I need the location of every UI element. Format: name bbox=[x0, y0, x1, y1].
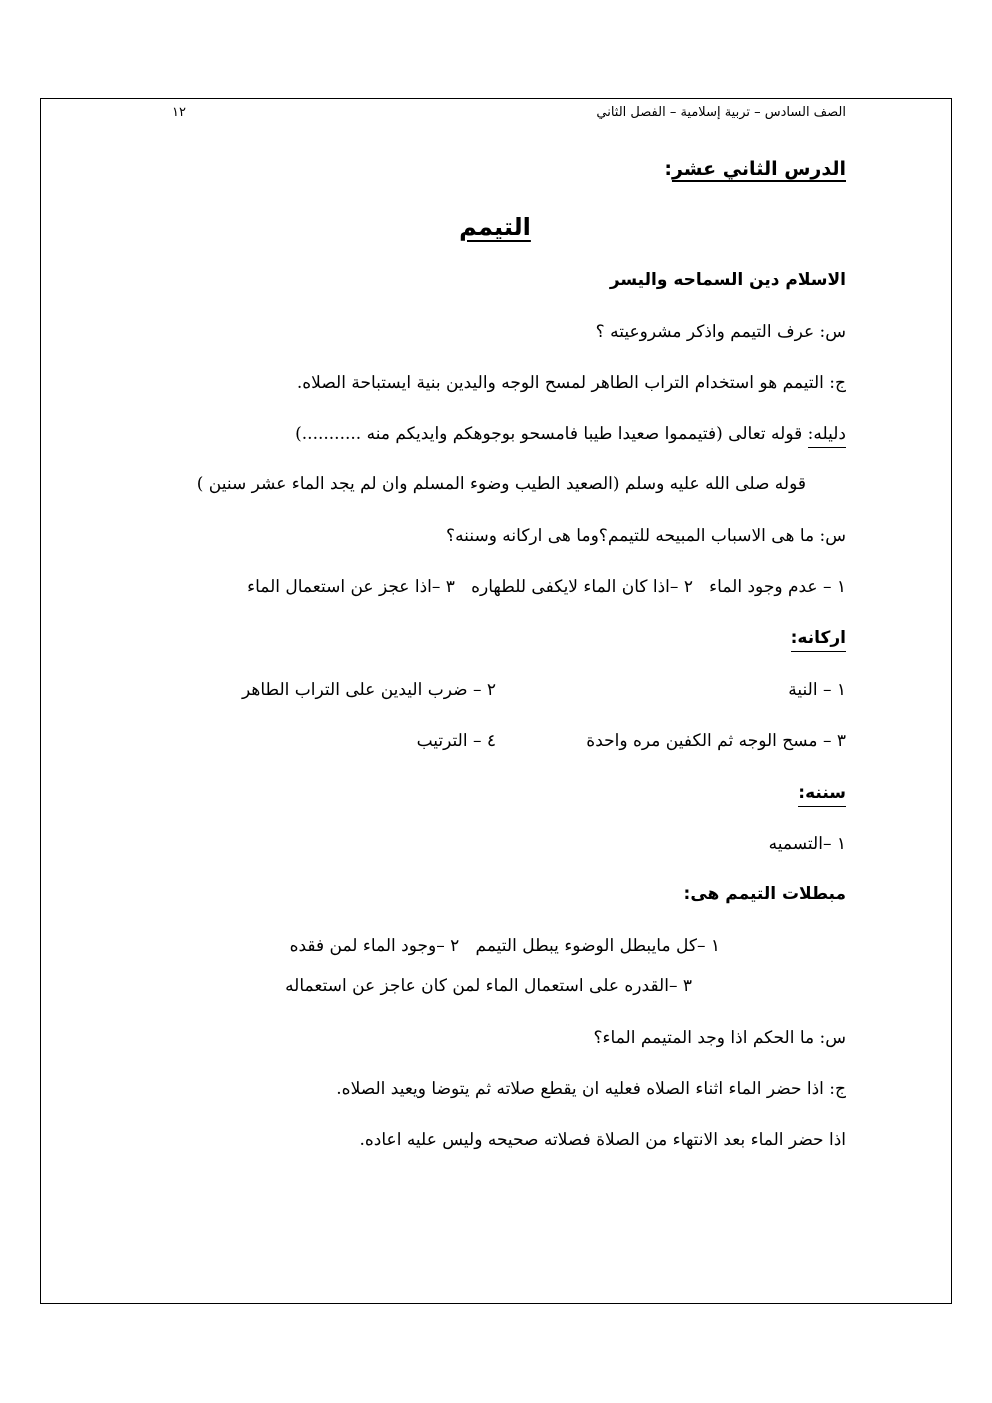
answer-1: ج: التيمم هو استخدام التراب الطاهر لمسح الوجه واليدين بنية ايستباحة الصلاه. bbox=[296, 373, 846, 393]
answer-3b: اذا حضر الماء بعد الانتهاء من الصلاة فصلاته صحيحه وليس عليه اعاده. bbox=[359, 1130, 846, 1150]
pillar-4: ٤ – الترتيب bbox=[416, 731, 496, 751]
sunnah-item: ١ –التسميه bbox=[768, 834, 846, 854]
lesson-title bbox=[664, 158, 846, 180]
question-2: س: ما هى الاسباب المبيحه للتيمم؟وما هى اركانه وسننه؟ bbox=[446, 526, 846, 546]
evidence-text: قوله تعالى (فتيمموا صعيدا طيبا فامسحو بوجوهكم وايديكم منه ...........) bbox=[295, 424, 808, 444]
topic-title-text: التيمم bbox=[459, 213, 531, 241]
invalidators-heading: مبطلات التيمم هى: bbox=[683, 884, 846, 904]
intro-line: الاسلام دين السماحه واليسر bbox=[609, 270, 846, 290]
page-number: ١٢ bbox=[172, 105, 186, 120]
invalidators-line-2: ٣ –القدره على استعمال الماء لمن كان عاجز عن استعماله bbox=[285, 976, 692, 996]
header-title: الصف السادس – تربية إسلامية – الفصل الثاني bbox=[596, 105, 846, 120]
invalidators-line-1: ١ –كل مايبطل الوضوء يبطل التيمم ٢ –وجود الماء لمن فقده bbox=[289, 936, 720, 956]
pillar-3: ٣ – مسح الوجه ثم الكفين مره واحدة bbox=[586, 731, 846, 751]
pillars-heading-text: اركانه: bbox=[791, 628, 846, 652]
sunnah-heading-text: سننه: bbox=[798, 783, 846, 807]
topic-title bbox=[0, 213, 992, 241]
hadith-line: قوله صلى الله عليه وسلم (الصعيد الطيب وضوء المسلم وان لم يجد الماء عشر سنين ) bbox=[196, 474, 806, 494]
evidence-label: دليله: bbox=[808, 424, 846, 448]
lesson-title-colon: : bbox=[664, 158, 672, 180]
causes-line: ١ – عدم وجود الماء ٢ –اذا كان الماء لايكفى للطهاره ٣ –اذا عجز عن استعمال الماء bbox=[247, 577, 846, 597]
lesson-title-text: الدرس الثاني عشر bbox=[671, 158, 846, 180]
pillar-1: ١ – النية bbox=[788, 680, 846, 700]
sunnah-heading bbox=[798, 783, 846, 803]
evidence-line bbox=[295, 424, 846, 444]
answer-3: ج: اذا حضر الماء اثناء الصلاه فعليه ان يقطع صلاته ثم يتوضا ويعيد الصلاه. bbox=[336, 1079, 846, 1099]
pillars-heading bbox=[791, 628, 846, 648]
question-3: س: ما الحكم اذا وجد المتيمم الماء؟ bbox=[593, 1028, 846, 1048]
pillar-2: ٢ – ضرب اليدين على التراب الطاهر bbox=[242, 680, 496, 700]
question-1: س: عرف التيمم واذكر مشروعيته ؟ bbox=[595, 322, 846, 342]
